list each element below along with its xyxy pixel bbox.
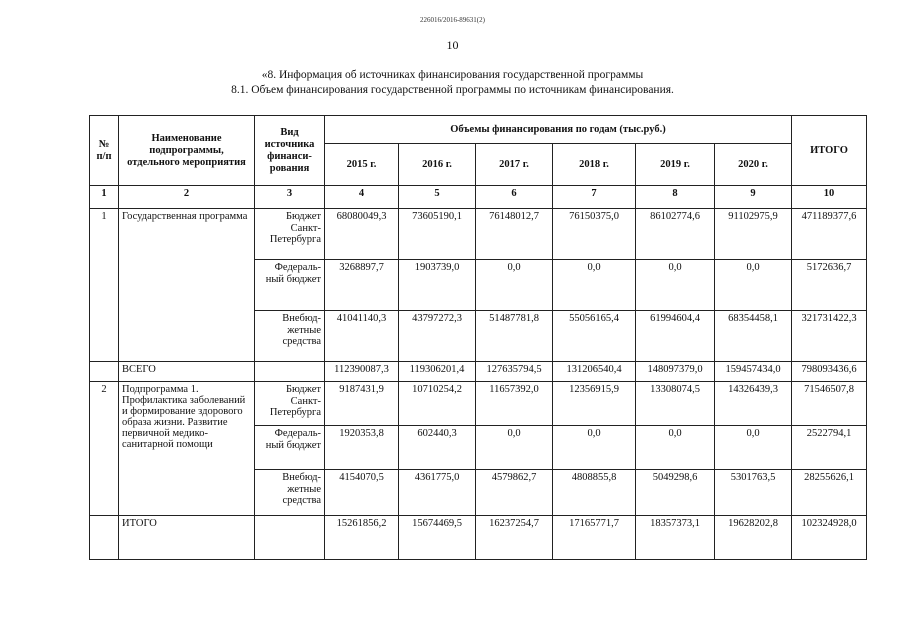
value-cell: 0,0 [636,260,715,311]
value-cell: 13308074,5 [636,382,715,426]
value-cell: 159457434,0 [715,362,792,382]
value-cell: 15261856,2 [325,516,399,560]
header-year: 2016 г. [399,144,476,186]
empty-cell [255,516,325,560]
value-cell: 0,0 [553,260,636,311]
document-id: 226016/2016-89631(2) [420,16,485,24]
source-cell: Внебюд-жетные средства [255,311,325,362]
total-cell: 471189377,6 [792,209,867,260]
column-number: 5 [399,186,476,209]
source-cell: Бюджет Санкт-Петербурга [255,382,325,426]
column-number-row [90,186,867,209]
summary-label: ИТОГО [119,516,255,560]
header-year: 2019 г. [636,144,715,186]
row-number: 2 [90,382,119,516]
value-cell: 4361775,0 [399,470,476,516]
row-name: Государственная программа [119,209,255,362]
header-source: Вид источника финанси-рования [255,116,325,186]
value-cell: 131206540,4 [553,362,636,382]
value-cell: 76148012,7 [476,209,553,260]
value-cell: 43797272,3 [399,311,476,362]
value-cell: 0,0 [715,426,792,470]
value-cell: 86102774,6 [636,209,715,260]
value-cell: 15674469,5 [399,516,476,560]
total-cell: 321731422,3 [792,311,867,362]
source-cell: Бюджет Санкт-Петербурга [255,209,325,260]
row-name: Подпрограмма 1. Профилактика заболеваний и формирование здорового образа жизни. Развитие первичной медико-санитарной помощи [119,382,255,516]
value-cell: 19628202,8 [715,516,792,560]
value-cell: 1903739,0 [399,260,476,311]
header-total: ИТОГО [792,116,867,186]
value-cell: 68080049,3 [325,209,399,260]
value-cell: 5049298,6 [636,470,715,516]
value-cell: 4579862,7 [476,470,553,516]
source-cell: Федераль-ный бюджет [255,426,325,470]
empty-cell [90,516,119,560]
total-cell: 71546507,8 [792,382,867,426]
value-cell: 0,0 [476,426,553,470]
source-cell: Внебюд-жетные средства [255,470,325,516]
table-row [90,382,867,426]
value-cell: 4808855,8 [553,470,636,516]
value-cell: 73605190,1 [399,209,476,260]
value-cell: 112390087,3 [325,362,399,382]
empty-cell [255,362,325,382]
value-cell: 0,0 [636,426,715,470]
section-heading [0,68,905,98]
value-cell: 119306201,4 [399,362,476,382]
value-cell: 14326439,3 [715,382,792,426]
heading-line-1: «8. Информация об источниках финансирования государственной программы [261,69,644,81]
value-cell: 9187431,9 [325,382,399,426]
summary-row [90,362,867,382]
value-cell: 602440,3 [399,426,476,470]
column-number: 3 [255,186,325,209]
column-number: 8 [636,186,715,209]
total-cell: 102324928,0 [792,516,867,560]
summary-row [90,516,867,560]
value-cell: 61994604,4 [636,311,715,362]
column-number: 7 [553,186,636,209]
column-number: 2 [119,186,255,209]
empty-cell [90,362,119,382]
column-number: 6 [476,186,553,209]
financing-table [89,115,867,560]
column-number: 1 [90,186,119,209]
source-cell: Федераль-ный бюджет [255,260,325,311]
header-name: Наименование подпрограммы, отдельного мероприятия [119,116,255,186]
value-cell: 3268897,7 [325,260,399,311]
table-row [90,209,867,260]
column-number: 4 [325,186,399,209]
row-number: 1 [90,209,119,362]
header-num: № п/п [90,116,119,186]
value-cell: 76150375,0 [553,209,636,260]
value-cell: 91102975,9 [715,209,792,260]
value-cell: 0,0 [553,426,636,470]
value-cell: 127635794,5 [476,362,553,382]
value-cell: 4154070,5 [325,470,399,516]
value-cell: 41041140,3 [325,311,399,362]
value-cell: 51487781,8 [476,311,553,362]
total-cell: 798093436,6 [792,362,867,382]
header-volumes: Объемы финансирования по годам (тыс.руб.) [325,116,792,144]
total-cell: 5172636,7 [792,260,867,311]
header-year: 2017 г. [476,144,553,186]
value-cell: 16237254,7 [476,516,553,560]
header-year: 2015 г. [325,144,399,186]
value-cell: 11657392,0 [476,382,553,426]
value-cell: 10710254,2 [399,382,476,426]
summary-label: ВСЕГО [119,362,255,382]
value-cell: 17165771,7 [553,516,636,560]
column-number: 10 [792,186,867,209]
value-cell: 12356915,9 [553,382,636,426]
total-cell: 2522794,1 [792,426,867,470]
value-cell: 148097379,0 [636,362,715,382]
header-year: 2020 г. [715,144,792,186]
value-cell: 1920353,8 [325,426,399,470]
column-number: 9 [715,186,792,209]
value-cell: 5301763,5 [715,470,792,516]
value-cell: 0,0 [476,260,553,311]
value-cell: 68354458,1 [715,311,792,362]
value-cell: 55056165,4 [553,311,636,362]
value-cell: 18357373,1 [636,516,715,560]
page-number: 10 [446,38,459,52]
value-cell: 0,0 [715,260,792,311]
total-cell: 28255626,1 [792,470,867,516]
header-year: 2018 г. [553,144,636,186]
heading-line-2: 8.1. Объем финансирования государственной программы по источникам финансирования. [231,84,674,96]
